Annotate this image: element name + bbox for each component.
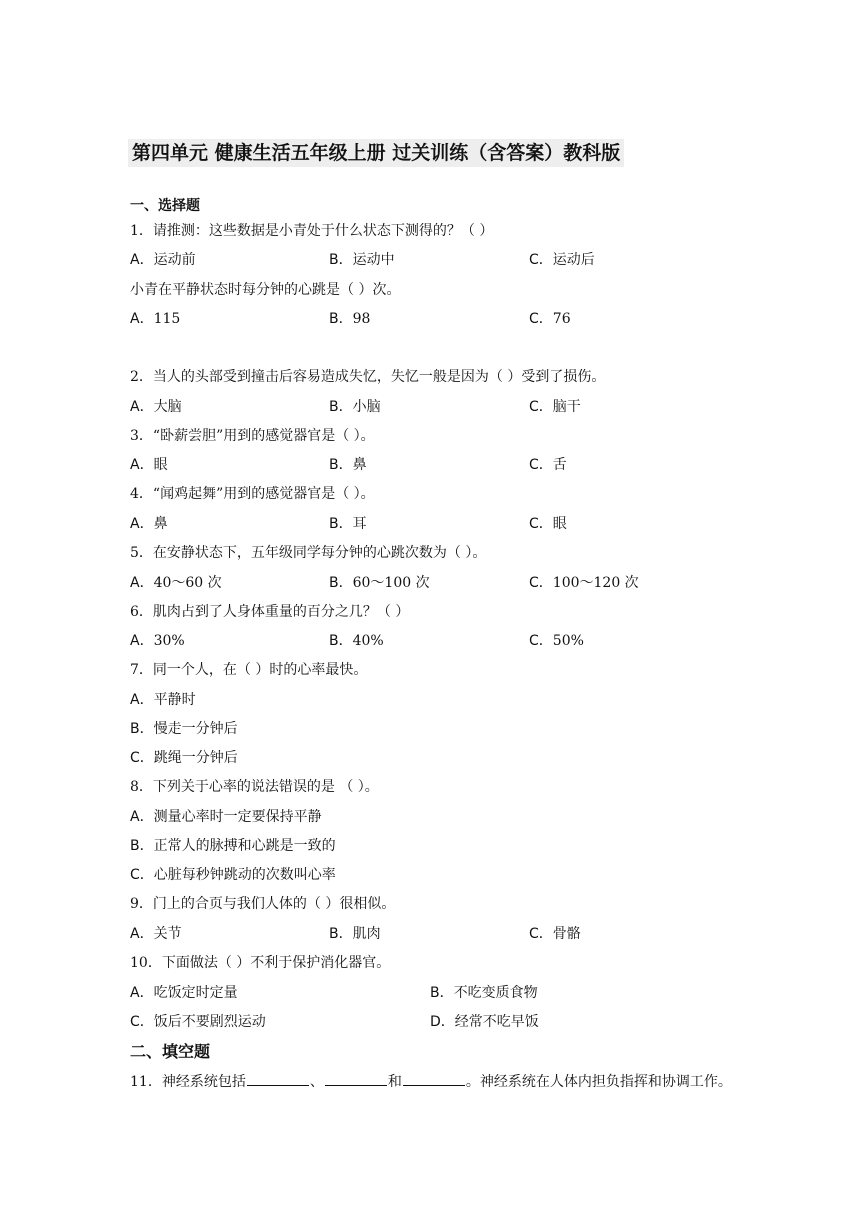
option-c: C．饭后不要剧烈运动 (130, 1014, 266, 1030)
question-10: 10．下面做法（ ）不利于保护消化器官。 (130, 955, 391, 971)
option-b: B．正常人的脉搏和心跳是一致的 (130, 838, 336, 854)
option-c: C．骨骼 (529, 926, 581, 942)
option-b: B．不吃变质食物 (430, 985, 538, 1001)
question-1-part-2: 小青在平静状态时每分钟的心跳是（ ）次。 (130, 282, 401, 298)
option-c: C．运动后 (529, 252, 595, 268)
option-c: C．50% (529, 633, 584, 649)
option-c: C．76 (529, 311, 571, 327)
question-4: 4．“闻鸡起舞”用到的感觉器官是（ ）。 (130, 486, 375, 502)
option-a: A．30% (130, 633, 185, 649)
question-2: 2．当人的头部受到撞击后容易造成失忆，失忆一般是因为（ ）受到了损伤。 (130, 369, 606, 385)
option-c: C．心脏每秒钟跳动的次数叫心率 (130, 867, 336, 883)
section-heading-fill-blank: 二、填空题 (130, 1042, 211, 1061)
option-b: B．肌肉 (329, 926, 381, 942)
option-b: B．耳 (329, 516, 367, 532)
question-9: 9．门上的合页与我们人体的（ ）很相似。 (130, 896, 396, 912)
question-5: 5．在安静状态下，五年级同学每分钟的心跳次数为（ ）。 (130, 545, 487, 561)
answer-blank (247, 1071, 309, 1086)
option-b: B．98 (329, 311, 371, 327)
question-11-text: 。神经系统在人体内担负指挥和协调工作。 (465, 1074, 732, 1090)
option-a: A．吃饭定时定量 (130, 985, 238, 1001)
separator: 和 (387, 1074, 402, 1090)
question-1: 1．请推测：这些数据是小青处于什么状态下测得的？（ ） (130, 223, 494, 239)
option-c: C．100～120 次 (529, 575, 639, 591)
option-a: A．115 (130, 311, 181, 327)
option-a: A．运动前 (130, 252, 196, 268)
separator: 、 (309, 1074, 324, 1090)
question-7: 7．同一个人，在（ ）时的心率最快。 (130, 662, 368, 678)
section-heading-choice: 一、选择题 (130, 198, 200, 214)
option-a: A．40～60 次 (130, 575, 222, 591)
option-c: C．脑干 (529, 399, 581, 415)
option-b: B．40% (329, 633, 384, 649)
question-8: 8．下列关于心率的说法错误的是 （ ）。 (130, 779, 379, 795)
answer-blank (403, 1071, 465, 1086)
option-a: A．大脑 (130, 399, 182, 415)
question-11-text: 11．神经系统包括 (130, 1074, 246, 1090)
option-a: A．眼 (130, 457, 168, 473)
question-11 (130, 1071, 732, 1092)
option-c: C．舌 (529, 457, 567, 473)
option-a: A．鼻 (130, 516, 168, 532)
option-b: B．60～100 次 (329, 575, 430, 591)
option-c: C．跳绳一分钟后 (130, 750, 238, 766)
option-b: B．慢走一分钟后 (130, 721, 238, 737)
option-a: A．测量心率时一定要保持平静 (130, 809, 322, 825)
option-b: B．运动中 (329, 252, 395, 268)
page-title: 第四单元 健康生活五年级上册 过关训练（含答案）教科版 (128, 139, 624, 167)
question-6: 6．肌肉占到了人身体重量的百分之几？（ ） (130, 604, 410, 620)
option-b: B．小脑 (329, 399, 381, 415)
option-b: B．鼻 (329, 457, 367, 473)
option-d: D．经常不吃早饭 (430, 1014, 539, 1030)
question-3: 3．“卧薪尝胆”用到的感觉器官是（ ）。 (130, 428, 375, 444)
option-c: C．眼 (529, 516, 567, 532)
option-a: A．关节 (130, 926, 182, 942)
option-a: A．平静时 (130, 692, 196, 708)
answer-blank (325, 1071, 387, 1086)
